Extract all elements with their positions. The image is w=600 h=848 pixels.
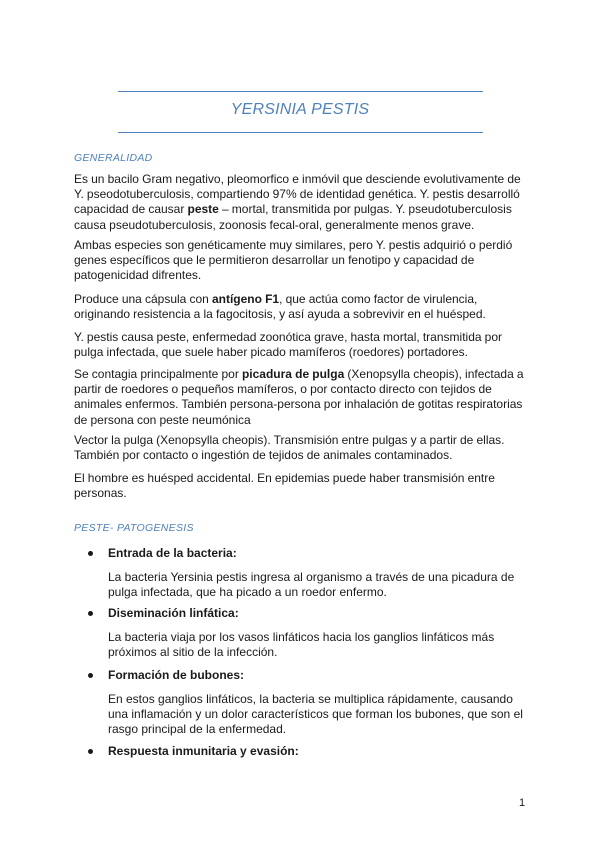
paragraph: Y. pestis causa peste, enfermedad zoonótica grave, hasta mortal, transmitida por pulga infectada, que suele haber picado mamíferos (roedores) portadores. (74, 330, 503, 360)
title-bottom-rule (118, 132, 483, 133)
section-heading-generalidad: GENERALIDAD (74, 152, 153, 164)
list-item-label: Diseminación linfática: (108, 606, 239, 620)
page-title: YERSINIA PESTIS (230, 101, 370, 118)
paragraph: Se contagia principalmente por picadura de pulga (Xenopsylla cheopis), infectada a partir de roedores o pequeños mamíferos, o por contacto directo con tejidos de animales enfermos. También persona-persona por inhalación de gotitas respiratorias de persona con peste neumónica (74, 367, 524, 427)
bullet-icon (88, 749, 93, 754)
page-number: 1 (519, 797, 526, 809)
bullet-icon (88, 611, 93, 616)
paragraph: Ambas especies son genéticamente muy similares, pero Y. pestis adquirió o perdió genes específicos que le permitieron desarrollar un fenotipo y capacidad de patogenicidad difrentes. (74, 238, 513, 283)
paragraph: El hombre es huésped accidental. En epidemias puede haber transmisión entre personas. (74, 471, 495, 501)
paragraph: Vector la pulga (Xenopsylla cheopis). Transmisión entre pulgas y a partir de ellas. También por contacto o ingestión de tejidos de animales contaminados. (74, 433, 505, 463)
paragraph: Produce una cápsula con antígeno F1, que actúa como factor de virulencia, originando resistencia a la fagocitosis, y así ayuda a sobrevivir en el huésped. (74, 292, 486, 322)
title-top-rule (118, 91, 483, 92)
paragraph: Es un bacilo Gram negativo, pleomorfico e inmóvil que desciende evolutivamente de Y. pseodotuberculosis, compartiendo 97% de identidad genética. Y. pestis desarrolló capacidad de causar peste – mortal, transmitida por pulgas. Y. pseudotuberculosis causa pseudotuberculosis, zoonosis fecal-oral, generalmente menos grave. (74, 172, 521, 232)
bullet-icon (88, 673, 93, 678)
bullet-icon (88, 551, 93, 556)
section-heading-patogenesis: PESTE- PATOGENESIS (74, 522, 194, 534)
list-item-text: En estos ganglios linfáticos, la bacteria se multiplica rápidamente, causando una inflamación y un dolor característicos que forman los bubones, que son el rasgo principal de la enfermedad. (108, 692, 523, 737)
list-item-label: Entrada de la bacteria: (108, 546, 237, 560)
list-item-label: Respuesta inmunitaria y evasión: (108, 744, 299, 758)
list-item-label: Formación de bubones: (108, 668, 245, 682)
list-item-text: La bacteria Yersinia pestis ingresa al organismo a través de una picadura de pulga infectada, que ha picado a un roedor enfermo. (108, 570, 515, 600)
list-item-text: La bacteria viaja por los vasos linfáticos hacia los ganglios linfáticos más próximos al sitio de la infección. (108, 630, 495, 660)
